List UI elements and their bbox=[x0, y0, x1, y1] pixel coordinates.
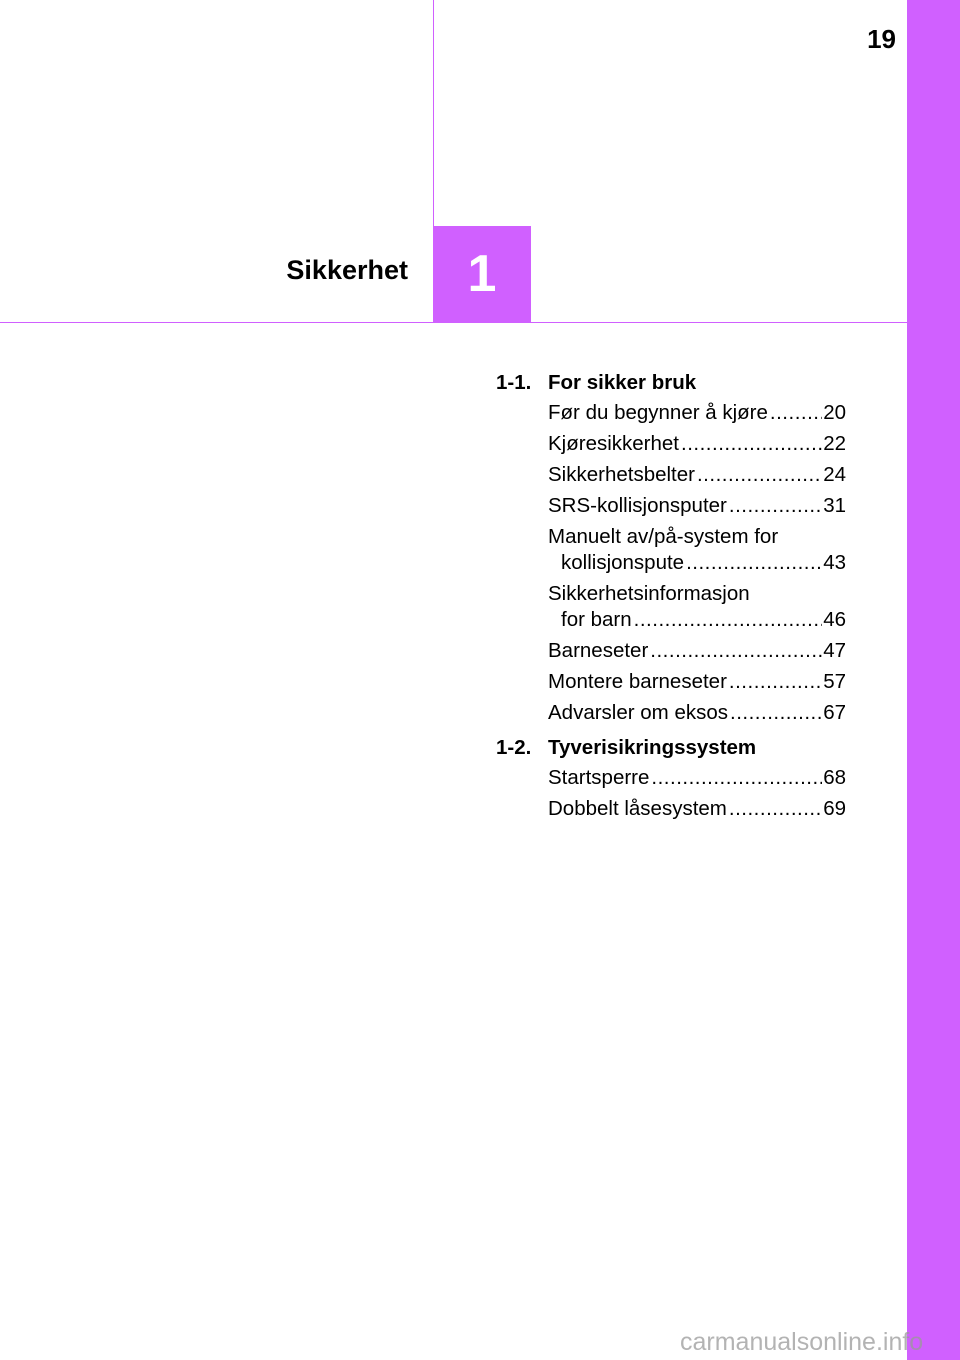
dot-leader bbox=[651, 765, 822, 791]
toc-entry-label: for barn bbox=[561, 608, 632, 631]
toc-entry[interactable] bbox=[548, 794, 846, 825]
toc-section bbox=[496, 368, 846, 729]
dot-leader bbox=[650, 638, 822, 664]
dot-leader bbox=[729, 796, 822, 822]
toc-entry-label: kollisjonspute bbox=[561, 551, 685, 574]
toc-entry-line bbox=[548, 669, 846, 695]
page-number: 19 bbox=[867, 24, 896, 54]
toc-entry-page-number: 67 bbox=[823, 701, 846, 724]
toc-entry-page-number: 47 bbox=[823, 639, 846, 662]
toc-entry-page-number: 31 bbox=[823, 494, 846, 517]
toc-entry[interactable] bbox=[548, 429, 846, 460]
toc-entry-page-number: 46 bbox=[823, 608, 846, 631]
dot-leader bbox=[729, 493, 822, 519]
toc-entry-page-number: 24 bbox=[823, 463, 846, 486]
toc-entry-line bbox=[548, 550, 846, 576]
toc-entry[interactable] bbox=[548, 460, 846, 491]
toc-entry-line bbox=[548, 581, 846, 607]
toc-entry-label: Manuelt av/på-system for bbox=[548, 525, 779, 548]
toc-entry-label: SRS-kollisjonsputer bbox=[548, 494, 727, 517]
toc-entry[interactable] bbox=[548, 491, 846, 522]
toc-entry-line bbox=[548, 765, 846, 791]
dot-leader bbox=[697, 462, 822, 488]
toc-entry-line bbox=[548, 796, 846, 822]
section-number: 1-1. bbox=[496, 371, 532, 394]
toc-entry[interactable] bbox=[548, 698, 846, 729]
section-title: Tyverisikringssystem bbox=[548, 736, 757, 759]
toc-section-heading[interactable] bbox=[496, 368, 846, 398]
toc-entry[interactable] bbox=[548, 579, 846, 636]
section-number: 1-2. bbox=[496, 736, 532, 759]
dot-leader bbox=[770, 400, 822, 426]
dot-leader bbox=[634, 607, 823, 633]
toc-entry[interactable] bbox=[548, 636, 846, 667]
toc-entry[interactable] bbox=[548, 522, 846, 579]
chapter-color-tab bbox=[907, 0, 960, 1360]
toc-entry-line bbox=[548, 462, 846, 488]
toc-entry-label: Før du begynner å kjøre bbox=[548, 401, 768, 424]
toc-section-heading[interactable] bbox=[496, 733, 846, 763]
toc-entry[interactable] bbox=[548, 398, 846, 429]
toc-entry-page-number: 43 bbox=[823, 551, 846, 574]
toc-entry-label: Startsperre bbox=[548, 766, 650, 789]
toc-entry-page-number: 57 bbox=[823, 670, 846, 693]
toc-entry-page-number: 68 bbox=[823, 766, 846, 789]
toc-entry-line bbox=[548, 431, 846, 457]
dot-leader bbox=[681, 431, 822, 457]
toc-entry-label: Sikkerhetsinformasjon bbox=[548, 582, 750, 605]
toc-entry-page-number: 20 bbox=[823, 401, 846, 424]
toc-entry-page-number: 69 bbox=[823, 797, 846, 820]
toc-entry-line bbox=[548, 524, 846, 550]
section-title: For sikker bruk bbox=[548, 371, 697, 394]
toc-entry-line bbox=[548, 700, 846, 726]
toc-entry[interactable] bbox=[548, 763, 846, 794]
toc-entry-label: Sikkerhetsbelter bbox=[548, 463, 695, 486]
toc-entry-label: Dobbelt låsesystem bbox=[548, 797, 727, 820]
vertical-divider bbox=[433, 0, 434, 226]
toc-section bbox=[496, 733, 846, 825]
toc-entry-line bbox=[548, 493, 846, 519]
dot-leader bbox=[729, 669, 822, 695]
toc-entry-label: Barneseter bbox=[548, 639, 649, 662]
chapter-number-badge: 1 bbox=[433, 226, 531, 323]
toc-entry-page-number: 22 bbox=[823, 432, 846, 455]
toc-entry-line bbox=[548, 607, 846, 633]
watermark: carmanualsonline.info bbox=[680, 1328, 924, 1356]
toc-entry-label: Montere barneseter bbox=[548, 670, 727, 693]
table-of-contents bbox=[496, 368, 846, 829]
dot-leader bbox=[686, 550, 822, 576]
toc-entry-line bbox=[548, 638, 846, 664]
dot-leader bbox=[730, 700, 822, 726]
chapter-title: Sikkerhet bbox=[286, 255, 408, 285]
toc-entry-label: Kjøresikkerhet bbox=[548, 432, 680, 455]
toc-entry-label: Advarsler om eksos bbox=[548, 701, 729, 724]
toc-entry-line bbox=[548, 400, 846, 426]
toc-entry[interactable] bbox=[548, 667, 846, 698]
